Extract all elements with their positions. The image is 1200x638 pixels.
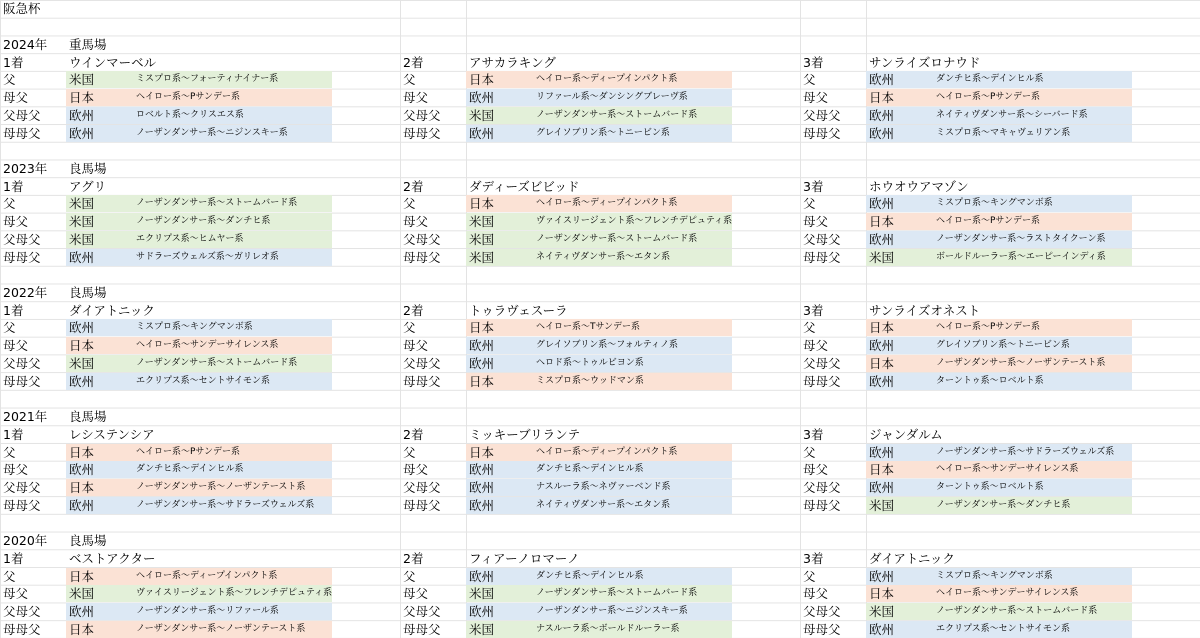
pedigree-cell[interactable]: エクリプス系～ヒムヤー系 <box>136 233 244 244</box>
relation-cell[interactable]: 父 <box>3 320 16 336</box>
pedigree-cell[interactable]: ヴァイスリージェント系～フレンチデピュティ系 <box>136 588 333 599</box>
pedigree-cell[interactable]: ノーザンダンサー系～ストームバード系 <box>536 109 698 120</box>
relation-cell[interactable]: 父 <box>3 196 16 212</box>
relation-cell[interactable]: 父 <box>403 320 416 336</box>
relation-cell[interactable]: 父母父 <box>803 107 841 123</box>
relation-cell[interactable]: 父 <box>803 320 816 336</box>
pedigree-cell[interactable]: ネイティヴダンサー系～エタン系 <box>536 251 671 262</box>
placing-cell[interactable]: 3着 <box>803 550 824 566</box>
region-cell[interactable]: 日本 <box>69 479 95 495</box>
relation-cell[interactable]: 父母父 <box>803 603 841 619</box>
relation-cell[interactable]: 母母父 <box>3 373 41 389</box>
pedigree-cell[interactable]: ヘイロー系～ディープインパクト系 <box>136 570 278 581</box>
horse-name-cell[interactable]: トゥラヴェスーラ <box>469 302 568 318</box>
pedigree-cell[interactable]: エクリプス系～セントサイモン系 <box>136 375 271 386</box>
horse-name-cell[interactable]: サンライズオネスト <box>869 302 981 318</box>
horse-name-cell[interactable]: レシステンシア <box>69 426 155 442</box>
placing-cell[interactable]: 3着 <box>803 178 824 194</box>
year-cell[interactable]: 2023年 <box>3 160 48 176</box>
placing-cell[interactable]: 1着 <box>3 302 24 318</box>
placing-cell[interactable]: 2着 <box>403 302 424 318</box>
horse-name-cell[interactable]: ミッキーブリランテ <box>469 426 581 442</box>
relation-cell[interactable]: 父 <box>803 444 816 460</box>
horse-name-cell[interactable]: ホウオウアマゾン <box>869 178 969 194</box>
relation-cell[interactable]: 母父 <box>403 214 429 230</box>
relation-cell[interactable]: 父 <box>3 72 16 88</box>
pedigree-cell[interactable]: グレイソブリン系～トニービン系 <box>536 127 670 138</box>
region-cell[interactable]: 欧州 <box>869 196 895 212</box>
pedigree-cell[interactable]: ヘイロー系～Pサンデー系 <box>936 322 1040 333</box>
region-cell[interactable]: 米国 <box>469 621 495 637</box>
relation-cell[interactable]: 母父 <box>403 586 429 602</box>
region-cell[interactable]: 欧州 <box>869 125 895 141</box>
placing-cell[interactable]: 3着 <box>803 426 824 442</box>
relation-cell[interactable]: 父 <box>803 196 816 212</box>
placing-cell[interactable]: 1着 <box>3 54 24 70</box>
pedigree-cell[interactable]: ダンチヒ系～デインヒル系 <box>136 464 244 475</box>
horse-name-cell[interactable]: ダディーズビビッド <box>469 178 580 194</box>
pedigree-cell[interactable]: ミスプロ系～キングマンボ系 <box>936 198 1053 209</box>
pedigree-cell[interactable]: ヘイロー系～ディープインパクト系 <box>536 446 678 457</box>
region-cell[interactable]: 米国 <box>469 249 495 265</box>
pedigree-cell[interactable]: リファール系～ダンシングブレーヴ系 <box>536 92 688 103</box>
pedigree-cell[interactable]: ミスプロ系～キングマンボ系 <box>936 570 1053 581</box>
track-condition-cell[interactable]: 良馬場 <box>69 409 107 425</box>
relation-cell[interactable]: 母母父 <box>403 621 441 637</box>
track-condition-cell[interactable]: 良馬場 <box>69 160 107 176</box>
region-cell[interactable]: 米国 <box>869 603 895 619</box>
relation-cell[interactable]: 父母父 <box>3 355 41 371</box>
relation-cell[interactable]: 父母父 <box>803 479 841 495</box>
relation-cell[interactable]: 父母父 <box>403 231 441 247</box>
relation-cell[interactable]: 父母父 <box>3 479 41 495</box>
relation-cell[interactable]: 母父 <box>803 586 829 602</box>
region-cell[interactable]: 日本 <box>469 373 495 389</box>
placing-cell[interactable]: 3着 <box>803 302 824 318</box>
pedigree-cell[interactable]: ヘイロー系～Pサンデー系 <box>136 446 240 457</box>
pedigree-cell[interactable]: グレイソブリン系～トニービン系 <box>936 340 1070 351</box>
region-cell[interactable]: 欧州 <box>869 568 895 584</box>
relation-cell[interactable]: 父 <box>403 196 416 212</box>
horse-name-cell[interactable]: ダイアトニック <box>69 302 155 318</box>
pedigree-cell[interactable]: ミスプロ系～マキャヴェリアン系 <box>936 127 1071 138</box>
placing-cell[interactable]: 1着 <box>3 426 24 442</box>
region-cell[interactable]: 米国 <box>469 214 495 230</box>
pedigree-cell[interactable]: ヘイロー系～Tサンデー系 <box>536 322 641 333</box>
region-cell[interactable]: 欧州 <box>869 479 895 495</box>
pedigree-cell[interactable]: ナスルーラ系～ボールドルーラー系 <box>536 623 680 634</box>
track-condition-cell[interactable]: 良馬場 <box>69 533 107 549</box>
pedigree-cell[interactable]: エクリプス系～セントサイモン系 <box>936 623 1071 634</box>
year-cell[interactable]: 2022年 <box>3 285 48 301</box>
region-cell[interactable]: 日本 <box>869 320 895 336</box>
relation-cell[interactable]: 母母父 <box>803 125 841 141</box>
relation-cell[interactable]: 父母父 <box>403 479 441 495</box>
relation-cell[interactable]: 父母父 <box>3 603 41 619</box>
relation-cell[interactable]: 母父 <box>3 90 29 106</box>
region-cell[interactable]: 欧州 <box>469 125 495 141</box>
relation-cell[interactable]: 母父 <box>403 338 429 354</box>
relation-cell[interactable]: 母父 <box>3 338 29 354</box>
pedigree-cell[interactable]: ノーザンダンサー系～ノーザンテースト系 <box>136 623 306 634</box>
placing-cell[interactable]: 2着 <box>403 54 424 70</box>
horse-name-cell[interactable]: アグリ <box>69 178 107 194</box>
relation-cell[interactable]: 父母父 <box>3 107 41 123</box>
region-cell[interactable]: 米国 <box>69 586 95 602</box>
pedigree-cell[interactable]: ヘロド系～トゥルビヨン系 <box>536 357 644 368</box>
horse-name-cell[interactable]: アサカラキング <box>469 54 556 70</box>
placing-cell[interactable]: 2着 <box>403 550 424 566</box>
pedigree-cell[interactable]: ノーザンダンサー系～ストームバード系 <box>136 198 298 209</box>
pedigree-cell[interactable]: ノーザンダンサー系～ラストタイクーン系 <box>936 233 1106 244</box>
pedigree-cell[interactable]: ノーザンダンサー系～ストームバード系 <box>536 588 698 599</box>
pedigree-cell[interactable]: ノーザンダンサー系～ノーザンテースト系 <box>936 357 1106 368</box>
region-cell[interactable]: 日本 <box>469 320 495 336</box>
pedigree-cell[interactable]: ターントゥ系～ロベルト系 <box>936 481 1044 492</box>
pedigree-cell[interactable]: ダンチヒ系～デインヒル系 <box>936 74 1044 85</box>
region-cell[interactable]: 欧州 <box>69 125 95 141</box>
region-cell[interactable]: 米国 <box>69 231 95 247</box>
track-condition-cell[interactable]: 重馬場 <box>69 36 107 52</box>
relation-cell[interactable]: 母父 <box>3 586 29 602</box>
pedigree-cell[interactable]: ノーザンダンサー系～ニジンスキー系 <box>136 127 288 138</box>
region-cell[interactable]: 米国 <box>469 107 495 123</box>
placing-cell[interactable]: 1着 <box>3 178 24 194</box>
track-condition-cell[interactable]: 良馬場 <box>69 285 107 301</box>
region-cell[interactable]: 日本 <box>69 621 95 637</box>
pedigree-cell[interactable]: ミスプロ系～フォーティナイナー系 <box>136 74 279 85</box>
relation-cell[interactable]: 母父 <box>3 462 29 478</box>
region-cell[interactable]: 日本 <box>69 568 95 584</box>
region-cell[interactable]: 欧州 <box>69 462 95 478</box>
pedigree-cell[interactable]: ボールドルーラー系～エーピーインディ系 <box>936 251 1106 262</box>
region-cell[interactable]: 日本 <box>69 338 95 354</box>
year-cell[interactable]: 2020年 <box>3 533 48 549</box>
relation-cell[interactable]: 母母父 <box>403 497 441 513</box>
relation-cell[interactable]: 父母父 <box>403 107 441 123</box>
region-cell[interactable]: 欧州 <box>469 355 495 371</box>
placing-cell[interactable]: 1着 <box>3 550 24 566</box>
pedigree-cell[interactable]: グレイソブリン系～フォルティノ系 <box>536 340 679 351</box>
region-cell[interactable]: 欧州 <box>869 444 895 460</box>
pedigree-cell[interactable]: ノーザンダンサー系～ダンチヒ系 <box>136 216 271 227</box>
region-cell[interactable]: 欧州 <box>69 249 95 265</box>
pedigree-cell[interactable]: ターントゥ系～ロベルト系 <box>936 375 1044 386</box>
pedigree-cell[interactable]: ノーザンダンサー系～ストームバード系 <box>136 357 298 368</box>
relation-cell[interactable]: 父 <box>803 568 816 584</box>
relation-cell[interactable]: 母父 <box>803 462 829 478</box>
horse-name-cell[interactable]: フィアーノロマーノ <box>469 550 580 566</box>
region-cell[interactable]: 欧州 <box>469 462 495 478</box>
region-cell[interactable]: 日本 <box>469 196 495 212</box>
pedigree-cell[interactable]: ヘイロー系～Pサンデー系 <box>136 92 240 103</box>
relation-cell[interactable]: 父 <box>403 72 416 88</box>
relation-cell[interactable]: 母父 <box>3 214 29 230</box>
pedigree-cell[interactable]: ナスルーラ系～ネヴァーベンド系 <box>536 481 671 492</box>
region-cell[interactable]: 日本 <box>869 586 895 602</box>
region-cell[interactable]: 日本 <box>869 355 895 371</box>
horse-name-cell[interactable]: サンライズロナウド <box>869 54 981 70</box>
pedigree-cell[interactable]: ヘイロー系～ディープインパクト系 <box>536 198 678 209</box>
relation-cell[interactable]: 母母父 <box>3 249 41 265</box>
relation-cell[interactable]: 母父 <box>403 90 429 106</box>
region-cell[interactable]: 欧州 <box>69 320 95 336</box>
pedigree-cell[interactable]: ノーザンダンサー系～リファール系 <box>136 605 279 616</box>
region-cell[interactable]: 日本 <box>469 72 495 88</box>
relation-cell[interactable]: 母母父 <box>403 125 441 141</box>
pedigree-cell[interactable]: ノーザンダンサー系～ストームバード系 <box>936 605 1098 616</box>
relation-cell[interactable]: 母母父 <box>3 497 41 513</box>
relation-cell[interactable]: 母父 <box>803 338 829 354</box>
relation-cell[interactable]: 父 <box>803 72 816 88</box>
pedigree-cell[interactable]: ヘイロー系～ディープインパクト系 <box>536 74 678 85</box>
relation-cell[interactable]: 父 <box>3 444 16 460</box>
horse-name-cell[interactable]: ダイアトニック <box>869 550 955 566</box>
region-cell[interactable]: 日本 <box>69 90 95 106</box>
region-cell[interactable]: 欧州 <box>869 72 895 88</box>
relation-cell[interactable]: 母母父 <box>403 373 441 389</box>
pedigree-cell[interactable]: ヘイロー系～サンデーサイレンス系 <box>936 464 1079 475</box>
relation-cell[interactable]: 母母父 <box>3 621 41 637</box>
relation-cell[interactable]: 母母父 <box>403 249 441 265</box>
pedigree-cell[interactable]: ノーザンダンサー系～サドラーズウェルズ系 <box>136 499 315 510</box>
relation-cell[interactable]: 母母父 <box>803 373 841 389</box>
horse-name-cell[interactable]: ベストアクター <box>69 550 156 566</box>
region-cell[interactable]: 米国 <box>469 586 495 602</box>
region-cell[interactable]: 欧州 <box>469 568 495 584</box>
pedigree-cell[interactable]: ダンチヒ系～デインヒル系 <box>536 570 644 581</box>
region-cell[interactable]: 欧州 <box>469 338 495 354</box>
region-cell[interactable]: 日本 <box>869 90 895 106</box>
pedigree-cell[interactable]: ミスプロ系～ウッドマン系 <box>536 375 644 386</box>
relation-cell[interactable]: 父母父 <box>3 231 41 247</box>
region-cell[interactable]: 欧州 <box>869 338 895 354</box>
pedigree-cell[interactable]: ロベルト系～クリスエス系 <box>136 109 244 120</box>
region-cell[interactable]: 欧州 <box>469 90 495 106</box>
region-cell[interactable]: 日本 <box>869 462 895 478</box>
pedigree-cell[interactable]: ヘイロー系～サンデーサイレンス系 <box>936 588 1079 599</box>
region-cell[interactable]: 欧州 <box>69 497 95 513</box>
pedigree-cell[interactable]: ネイティヴダンサー系～エタン系 <box>536 499 671 510</box>
region-cell[interactable]: 欧州 <box>469 479 495 495</box>
placing-cell[interactable]: 2着 <box>403 178 424 194</box>
region-cell[interactable]: 欧州 <box>69 107 95 123</box>
relation-cell[interactable]: 父母父 <box>403 603 441 619</box>
region-cell[interactable]: 欧州 <box>869 107 895 123</box>
relation-cell[interactable]: 母父 <box>403 462 429 478</box>
region-cell[interactable]: 米国 <box>69 196 95 212</box>
region-cell[interactable]: 欧州 <box>69 373 95 389</box>
pedigree-cell[interactable]: ヴァイスリージェント系～フレンチデピュティ系 <box>536 216 733 227</box>
region-cell[interactable]: 米国 <box>69 355 95 371</box>
pedigree-cell[interactable]: サドラーズウェルズ系～ガリレオ系 <box>136 251 279 262</box>
sheet-title-cell[interactable]: 阪急杯 <box>3 1 41 16</box>
pedigree-cell[interactable]: ノーザンダンサー系～ノーザンテースト系 <box>136 481 306 492</box>
relation-cell[interactable]: 父母父 <box>803 231 841 247</box>
relation-cell[interactable]: 母母父 <box>803 249 841 265</box>
horse-name-cell[interactable]: ジャンダルム <box>869 426 943 442</box>
pedigree-cell[interactable]: ミスプロ系～キングマンボ系 <box>136 322 253 333</box>
relation-cell[interactable]: 父 <box>403 444 416 460</box>
region-cell[interactable]: 米国 <box>69 214 95 230</box>
region-cell[interactable]: 米国 <box>869 249 895 265</box>
region-cell[interactable]: 米国 <box>69 72 95 88</box>
relation-cell[interactable]: 母父 <box>803 90 829 106</box>
region-cell[interactable]: 欧州 <box>469 603 495 619</box>
region-cell[interactable]: 米国 <box>869 497 895 513</box>
region-cell[interactable]: 欧州 <box>869 231 895 247</box>
pedigree-cell[interactable]: ヘイロー系～サンデーサイレンス系 <box>136 340 279 351</box>
year-cell[interactable]: 2021年 <box>3 409 48 425</box>
region-cell[interactable]: 日本 <box>69 444 95 460</box>
relation-cell[interactable]: 父母父 <box>803 355 841 371</box>
relation-cell[interactable]: 父 <box>403 568 416 584</box>
region-cell[interactable]: 米国 <box>469 231 495 247</box>
relation-cell[interactable]: 父母父 <box>403 355 441 371</box>
pedigree-cell[interactable]: ネイティヴダンサー系～シーバード系 <box>936 109 1088 120</box>
region-cell[interactable]: 欧州 <box>469 497 495 513</box>
region-cell[interactable]: 欧州 <box>869 621 895 637</box>
pedigree-cell[interactable]: ダンチヒ系～デインヒル系 <box>536 464 644 475</box>
region-cell[interactable]: 日本 <box>469 444 495 460</box>
region-cell[interactable]: 欧州 <box>69 603 95 619</box>
region-cell[interactable]: 日本 <box>869 214 895 230</box>
placing-cell[interactable]: 3着 <box>803 54 824 70</box>
horse-name-cell[interactable]: ウインマーベル <box>69 54 157 70</box>
relation-cell[interactable]: 母母父 <box>803 497 841 513</box>
pedigree-cell[interactable]: ノーザンダンサー系～サドラーズウェルズ系 <box>936 446 1115 457</box>
pedigree-cell[interactable]: ノーザンダンサー系～ニジンスキー系 <box>536 605 688 616</box>
pedigree-cell[interactable]: ヘイロー系～Pサンデー系 <box>936 216 1040 227</box>
relation-cell[interactable]: 母父 <box>803 214 829 230</box>
pedigree-cell[interactable]: ノーザンダンサー系～ダンチヒ系 <box>936 499 1071 510</box>
pedigree-cell[interactable]: ノーザンダンサー系～ストームバード系 <box>536 233 698 244</box>
placing-cell[interactable]: 2着 <box>403 426 424 442</box>
relation-cell[interactable]: 母母父 <box>803 621 841 637</box>
relation-cell[interactable]: 父 <box>3 568 16 584</box>
pedigree-cell[interactable]: ヘイロー系～Pサンデー系 <box>936 92 1040 103</box>
year-cell[interactable]: 2024年 <box>3 36 48 52</box>
relation-cell[interactable]: 母母父 <box>3 125 41 141</box>
region-cell[interactable]: 欧州 <box>869 373 895 389</box>
